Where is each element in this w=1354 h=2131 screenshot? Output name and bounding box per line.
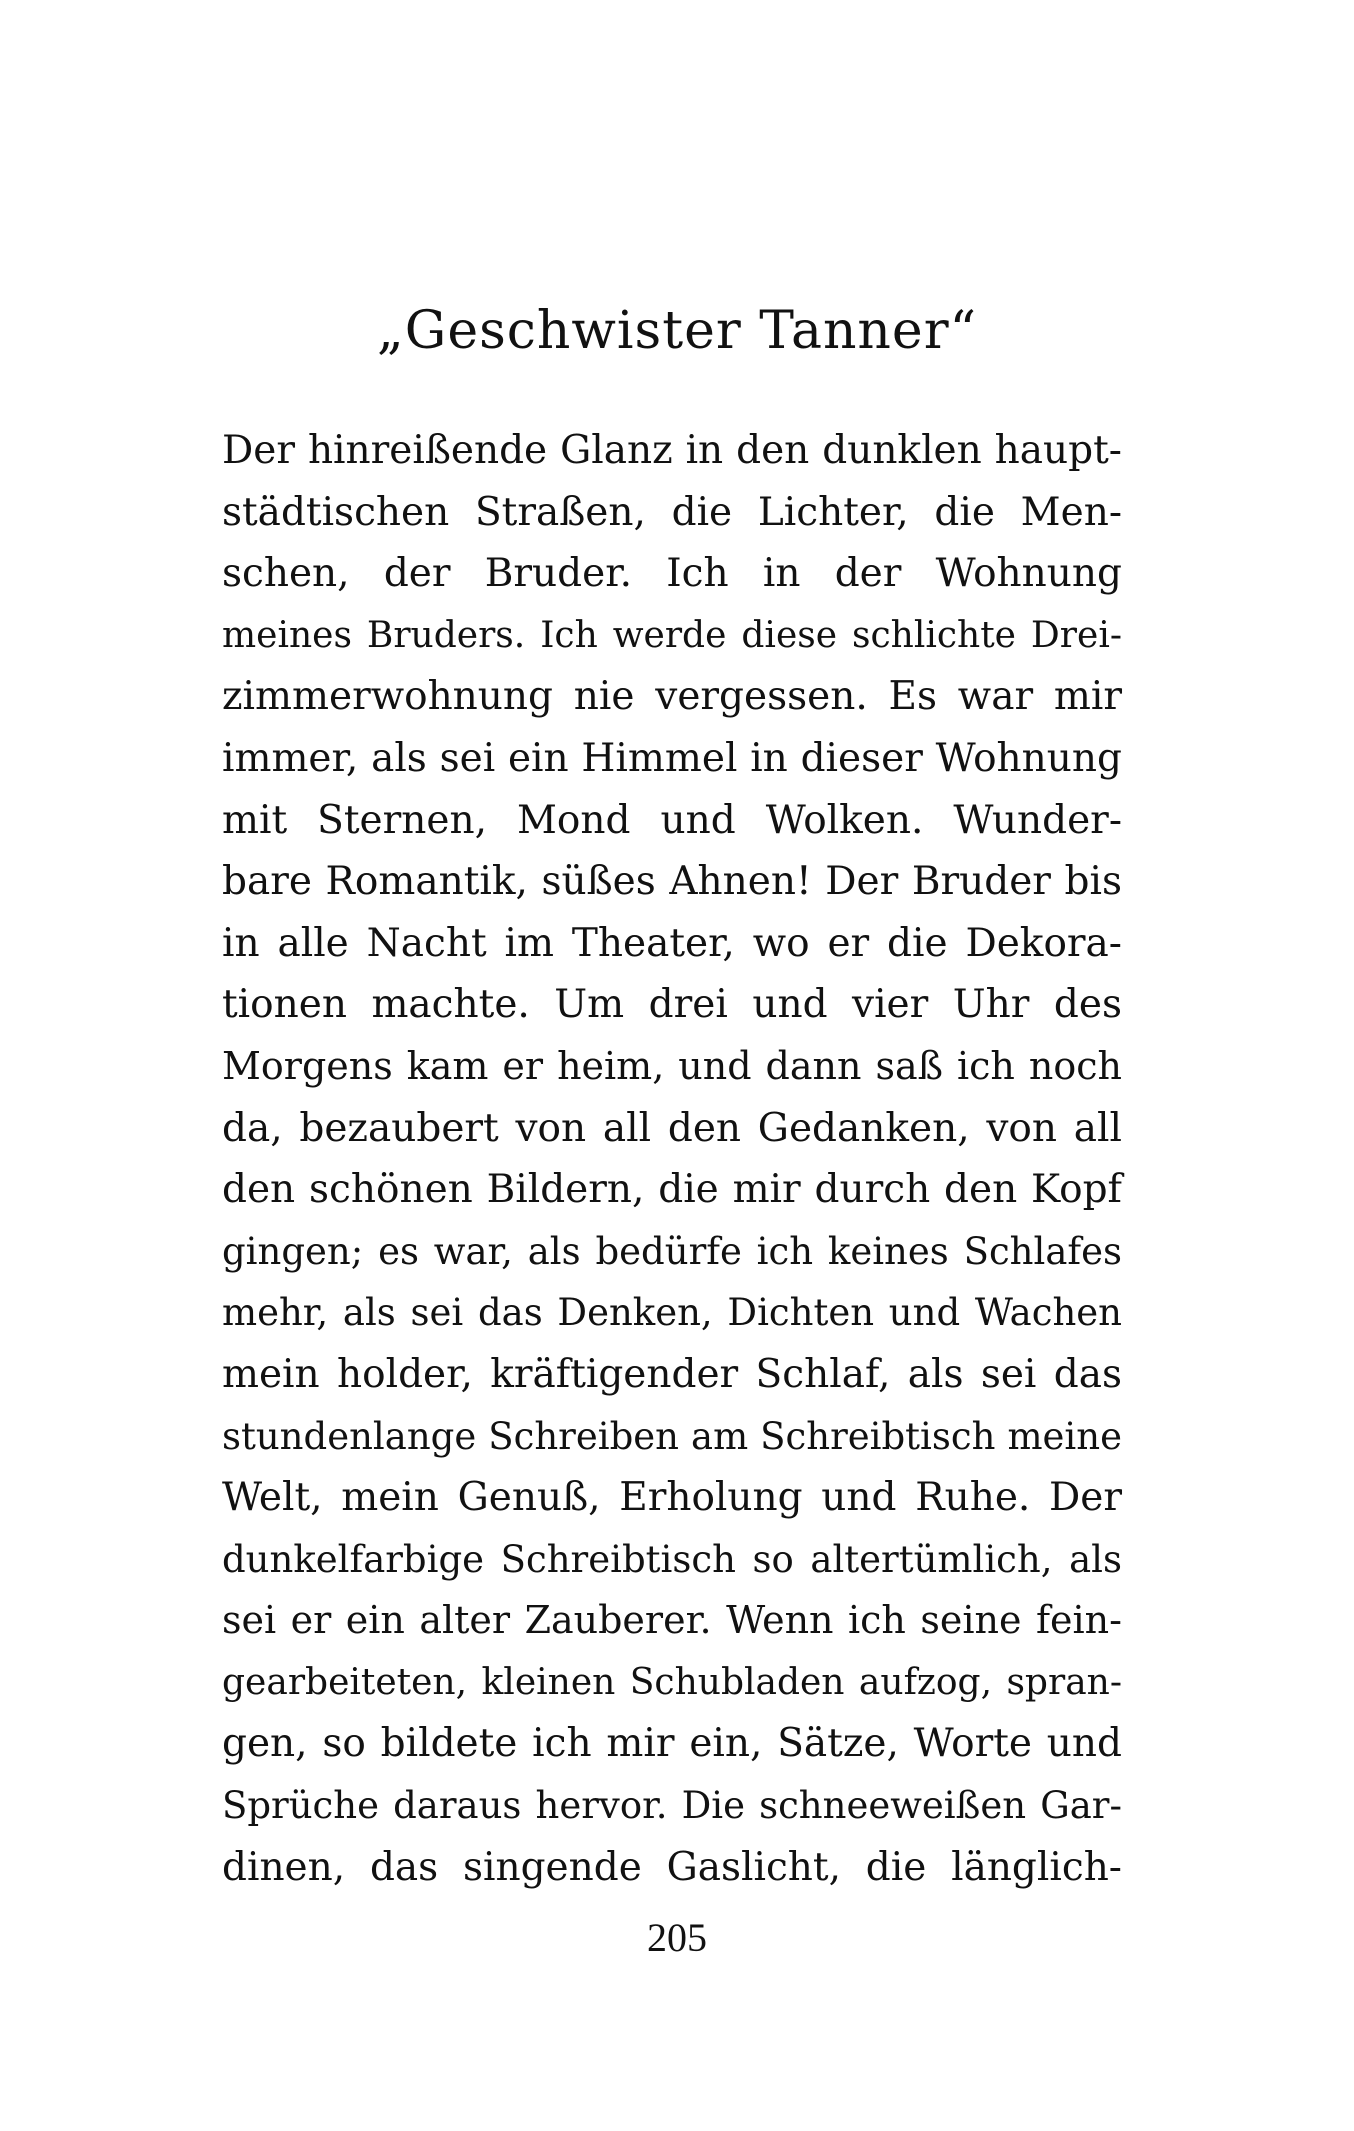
text-line: Sprüche daraus hervor. Die schneeweißen Gar- [222, 1784, 1122, 1828]
text-line: den schönen Bildern, die mir durch den Kopf [222, 1167, 1122, 1213]
text-line: städtischen Straßen, die Lichter, die Men- [222, 489, 1122, 535]
text-line: meines Bruders. Ich werde diese schlichte Drei- [222, 614, 1122, 656]
chapter-title: „Geschwister Tanner“ [376, 301, 978, 361]
text-line: dunkelfarbige Schreibtisch so altertümlich, als [222, 1537, 1122, 1581]
text-line: tionen machte. Um drei und vier Uhr des [222, 982, 1122, 1028]
text-line: bare Romantik, süßes Ahnen! Der Bruder bis [222, 859, 1122, 905]
text-line: mein holder, kräftigender Schlaf, als sei das [222, 1351, 1122, 1397]
text-line: gen, so bildete ich mir ein, Sätze, Worte und [222, 1721, 1122, 1767]
text-line: dinen, das singende Gaslicht, die länglich- [222, 1844, 1122, 1890]
text-line: Welt, mein Genuß, Erholung und Ruhe. Der [222, 1475, 1122, 1521]
text-line: immer, als sei ein Himmel in dieser Wohnung [222, 735, 1122, 781]
text-line: in alle Nacht im Theater, wo er die Dekora- [222, 920, 1122, 966]
text-line: gearbeiteten, kleinen Schubladen aufzog, spran- [222, 1661, 1122, 1703]
page-number: 205 [647, 1915, 707, 1960]
text-line: Morgens kam er heim, und dann saß ich noch [222, 1043, 1122, 1088]
text-line: mit Sternen, Mond und Wolken. Wunder- [222, 797, 1122, 843]
text-line: da, bezaubert von all den Gedanken, von all [222, 1105, 1122, 1151]
text-line: stundenlange Schreiben am Schreibtisch meine [222, 1414, 1122, 1458]
text-line: gingen; es war, als bedürfe ich keines Schlafes [222, 1229, 1122, 1273]
text-line: zimmerwohnung nie vergessen. Es war mir [222, 674, 1122, 720]
text-line: schen, der Bruder. Ich in der Wohnung [222, 551, 1122, 597]
text-line: mehr, als sei das Denken, Dichten und Wachen [222, 1291, 1122, 1335]
text-line: sei er ein alter Zauberer. Wenn ich seine fein- [222, 1598, 1122, 1643]
text-line: Der hinreißende Glanz in den dunklen haupt- [222, 428, 1122, 473]
body-text [222, 420, 1122, 1898]
